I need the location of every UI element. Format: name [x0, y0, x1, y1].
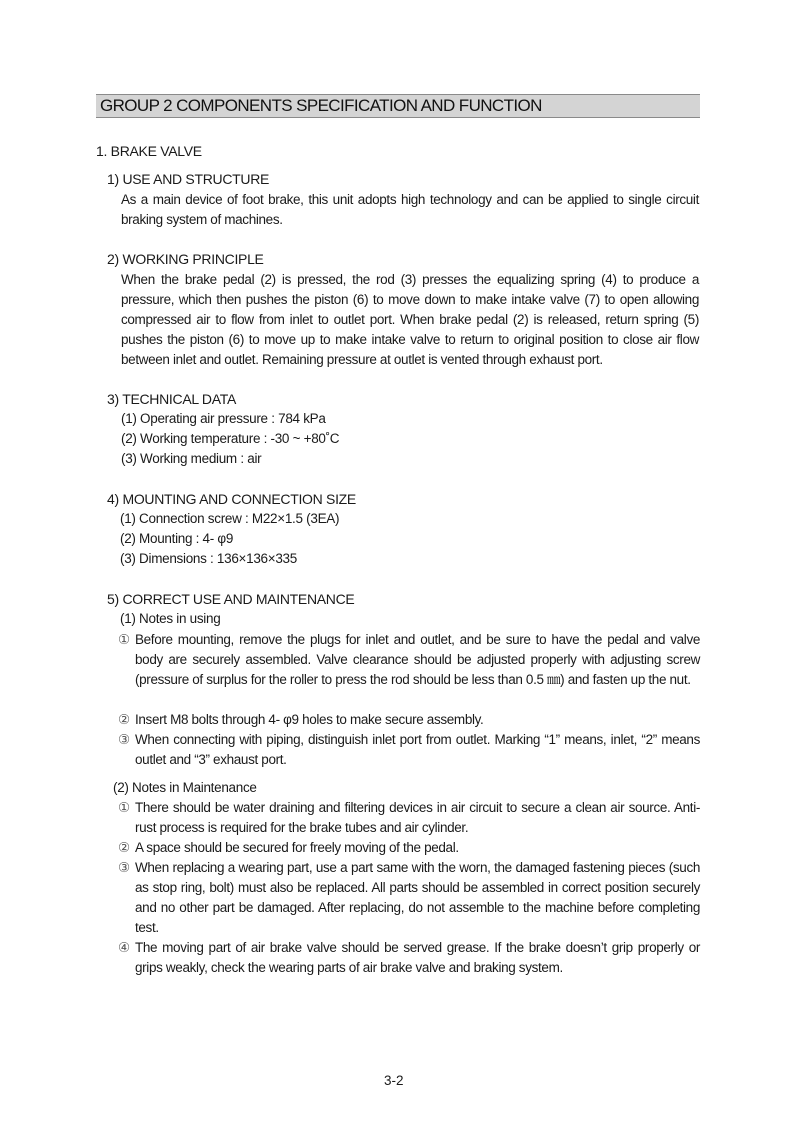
subsection-heading: TECHNICAL DATA: [122, 391, 236, 407]
maintenance-note-3: [118, 858, 700, 938]
circled-number-marker: ③: [118, 860, 130, 875]
subsection-heading: MOUNTING AND CONNECTION SIZE: [122, 491, 356, 507]
working-principle-text: When the brake pedal (2) is pressed, the rod (3) presses the equalizing spring (4) to produce a pressure, which then pushes the piston (6) to move down to make intake valve (7) to open allowing compressed air to flow from inlet to outlet port. When brake pedal (2) is released, return spring (5) pushes the piston (6) to move up to make intake valve to return to original position to close air flow between inlet and outlet. Remaining pressure at outlet is vented through exhaust port.: [121, 272, 699, 367]
subsection-number: 3): [107, 391, 119, 407]
mounting-item-connection-screw: (1) Connection screw : M22×1.5 (3EA): [120, 511, 340, 526]
circled-number-marker: ④: [118, 940, 130, 955]
subsection-maintenance-heading: [107, 591, 354, 607]
subsection-number: 2): [107, 251, 119, 267]
using-note-1: [118, 630, 700, 690]
tech-item-working-medium: (3) Working medium : air: [121, 451, 262, 466]
section-title: 1. BRAKE VALVE: [96, 143, 202, 159]
note-text: There should be water draining and filtering devices in air circuit to secure a clean air source. Anti-rust process is required for the brake tubes and air cylinder.: [135, 800, 700, 835]
circled-number-marker: ③: [118, 732, 130, 747]
subsection-mounting-heading: [107, 491, 356, 507]
subsection-heading: CORRECT USE AND MAINTENANCE: [122, 591, 355, 607]
tech-item-working-temperature: (2) Working temperature : -30 ~ +80˚C: [121, 431, 340, 446]
subsection-number: 1): [107, 171, 119, 187]
tech-item-air-pressure: (1) Operating air pressure : 784 kPa: [121, 411, 326, 426]
maintenance-note-1: [118, 798, 700, 838]
subsection-heading: WORKING PRINCIPLE: [122, 251, 264, 267]
mounting-item-dimensions: (3) Dimensions : 136×136×335: [120, 551, 297, 566]
note-text: When connecting with piping, distinguish inlet port from outlet. Marking “1” means, inlet, “2” means outlet and “3” exhaust port.: [135, 732, 700, 767]
subsection-working-principle-heading: [107, 251, 264, 267]
circled-number-marker: ①: [118, 632, 130, 647]
subsection-heading: USE AND STRUCTURE: [122, 171, 270, 187]
using-note-2: [118, 710, 700, 730]
subsection-technical-data-heading: [107, 391, 236, 407]
note-text: When replacing a wearing part, use a part same with the worn, the damaged fastening pieces (such as stop ring, bolt) must also be replaced. All parts should be assembled in correct position securely and no other part be damaged. After replacing, do not assemble to the machine before completing test.: [135, 860, 700, 935]
maintenance-note-4: [118, 938, 700, 978]
circled-number-marker: ②: [118, 712, 130, 727]
mounting-item-mounting: (2) Mounting : 4- φ9: [120, 531, 234, 546]
using-note-3: [118, 730, 700, 770]
notes-in-using-label: (1) Notes in using: [120, 611, 221, 626]
subsection-number: 4): [107, 491, 119, 507]
maintenance-note-2: [118, 838, 700, 858]
circled-number-marker: ②: [118, 840, 130, 855]
circled-number-marker: ①: [118, 800, 130, 815]
note-text: Before mounting, remove the plugs for inlet and outlet, and be sure to have the pedal and valve body are securely assembled. Valve clearance should be adjusted properly with adjusting screw (pressure of surplus for the roller to press the rod should be less than 0.5 ㎜) and fasten up the nut.: [135, 632, 700, 687]
subsection-number: 5): [107, 591, 119, 607]
note-text: A space should be secured for freely moving of the pedal.: [135, 840, 459, 855]
group-title: GROUP 2 COMPONENTS SPECIFICATION AND FUNCTION: [100, 96, 542, 115]
group-header-bar: [96, 94, 700, 118]
use-structure-text: As a main device of foot brake, this unit adopts high technology and can be applied to single circuit braking system of machines.: [121, 192, 699, 227]
notes-in-maintenance-label: (2) Notes in Maintenance: [113, 780, 257, 795]
page-number: 3-2: [384, 1073, 404, 1088]
subsection-use-structure-heading: [107, 171, 269, 187]
note-text: Insert M8 bolts through 4- φ9 holes to make secure assembly.: [135, 712, 484, 727]
note-text: The moving part of air brake valve should be served grease. If the brake doesn’t grip properly or grips weakly, check the wearing parts of air brake valve and braking system.: [135, 940, 700, 975]
